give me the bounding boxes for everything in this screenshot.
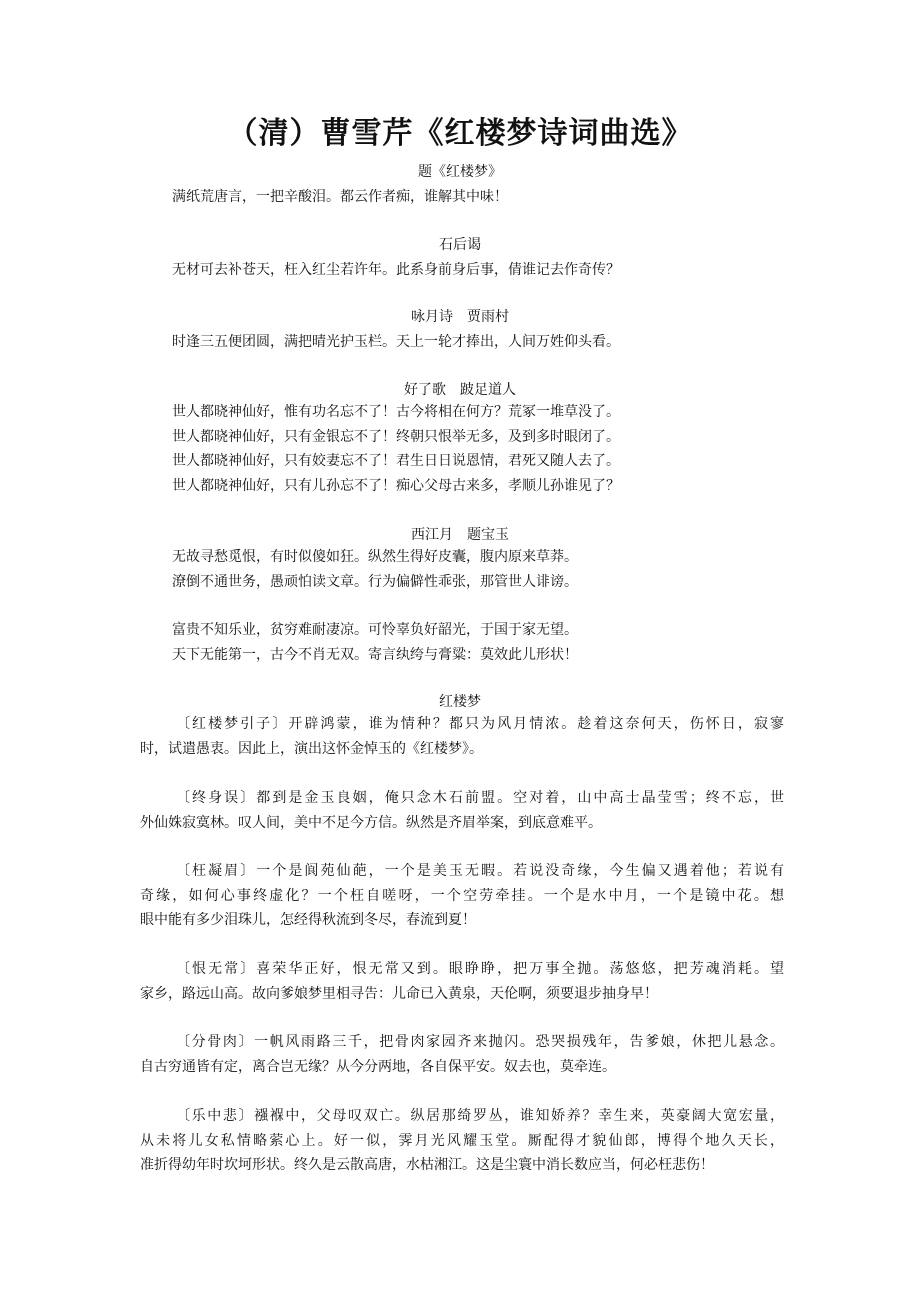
poem-title-xijiangyue: 西江月 题宝玉 <box>411 527 509 543</box>
poem-line: 天下无能第一，古今不肖无双。寄言纨绔与膏粱：莫效此儿形状！ <box>172 646 578 663</box>
paragraph-line: 〔终身误〕都到是金玉良姻，俺只念木石前盟。空对着，山中高士晶莹雪；终不忘，世 <box>176 790 784 806</box>
qu-paragraph-fengurou <box>140 1030 784 1079</box>
paragraph-line: 眼中能有多少泪珠儿，怎经得秋流到冬尽，春流到夏！ <box>140 912 476 928</box>
paragraph-line: 从未将儿女私情略萦心上。好一似，霁月光风耀玉堂。厮配得才貌仙郎，博得个地久天长， <box>140 1132 784 1149</box>
paragraph-line: 〔分骨肉〕一帆风雨路三千，把骨肉家园齐来抛闪。恐哭损残年，告爹娘，休把儿悬念。 <box>176 1034 784 1050</box>
qu-paragraph-henwuchang <box>140 957 784 1006</box>
paragraph-line: 准折得幼年时坎坷形状。终久是云散高唐，水枯湘江。这是尘寰中消长数应当，何必枉悲伤！ <box>140 1157 714 1173</box>
document-title: （清）曹雪芹《红楼梦诗词曲选》 <box>227 116 693 151</box>
poem-stanza-2 <box>172 618 578 667</box>
paragraph-line: 〔红楼梦引子〕开辟鸿蒙，谁为情种？都只为风月情浓。趁着这奈何天，伤怀日，寂寥 <box>176 716 784 732</box>
paragraph-line: 家乡，路远山高。故向爹娘梦里相寻告：儿命已入黄泉，天伦啊，须要退步抽身早！ <box>140 985 658 1002</box>
paragraph-line: 外仙姝寂寞林。叹人间，美中不足今方信。纵然是齐眉举案，到底意难平。 <box>140 814 602 831</box>
paragraph-line: 时，试遣愚衷。因此上，演出这怀金悼玉的《红楼梦》。 <box>140 740 483 757</box>
section-title-honglou-qu: 红楼梦 <box>439 694 481 710</box>
paragraph-line: 〔恨无常〕喜荣华正好，恨无常又到。眼睁睁，把万事全抛。荡悠悠，把芳魂消耗。望 <box>176 961 784 977</box>
poem-title-shihou: 石后谒 <box>439 237 481 253</box>
qu-paragraph-wangningmei <box>140 859 784 933</box>
paragraph-line: 奇缘，如何心事终虚化？一个枉自嗟呀，一个空劳牵挂。一个是水中月，一个是镜中花。想 <box>140 887 784 904</box>
poem-line: 时逢三五便团圆，满把晴光护玉栏。天上一轮才捧出，人间万姓仰头看。 <box>172 334 620 350</box>
paragraph-line: 自古穷通皆有定，离合岂无缘？从今分两地，各自保平安。奴去也，莫牵连。 <box>140 1058 616 1075</box>
qu-paragraph-zhongshenwu <box>140 786 784 835</box>
poem-line: 满纸荒唐言，一把辛酸泪。都云作者痴，谁解其中味！ <box>172 189 508 205</box>
poem-line: 世人都晓神仙好，只有金银忘不了！终朝只恨举无多，及到多时眼闭了。 <box>172 428 620 445</box>
poem-title-yongyue: 咏月诗 贾雨村 <box>411 309 509 325</box>
qu-paragraph-lezhongbei <box>140 1104 784 1178</box>
poem-body-haoliaoge <box>172 400 620 498</box>
poem-line: 无材可去补苍天，枉入红尘若许年。此系身前身后事，倩谁记去作奇传？ <box>172 262 620 278</box>
poem-line: 世人都晓神仙好，惟有功名忘不了！古今将相在何方？荒冢一堆草没了。 <box>172 404 620 420</box>
poem-line: 潦倒不通世务，愚顽怕读文章。行为偏僻性乖张，那管世人诽谤。 <box>172 573 578 590</box>
paragraph-line: 〔枉凝眉〕一个是阆苑仙葩，一个是美玉无暇。若说没奇缘，今生偏又遇着他；若说有 <box>176 863 784 879</box>
poem-line: 富贵不知乐业，贫穷难耐凄凉。可怜辜负好韶光，于国于家无望。 <box>172 622 578 638</box>
qu-paragraph-yinzi <box>140 712 784 761</box>
poem-line: 世人都晓神仙好，只有姣妻忘不了！君生日日说恩情，君死又随人去了。 <box>172 453 620 469</box>
paragraph-line: 〔乐中悲〕襁褓中，父母叹双亡。纵居那绮罗丛，谁知娇养？幸生来，英豪阔大宽宏量， <box>176 1108 784 1124</box>
poem-line: 世人都晓神仙好，只有儿孙忘不了！痴心父母古来多，孝顺儿孙谁见了？ <box>172 477 620 494</box>
poem-title-haoliaoge: 好了歌 跛足道人 <box>404 382 516 398</box>
poem-line: 无故寻愁觅恨，有时似傻如狂。纵然生得好皮囊，腹内原来草莽。 <box>172 549 578 565</box>
poem-title-ti-honglou: 题《红楼梦》 <box>418 164 502 180</box>
poem-stanza-1 <box>172 545 578 594</box>
